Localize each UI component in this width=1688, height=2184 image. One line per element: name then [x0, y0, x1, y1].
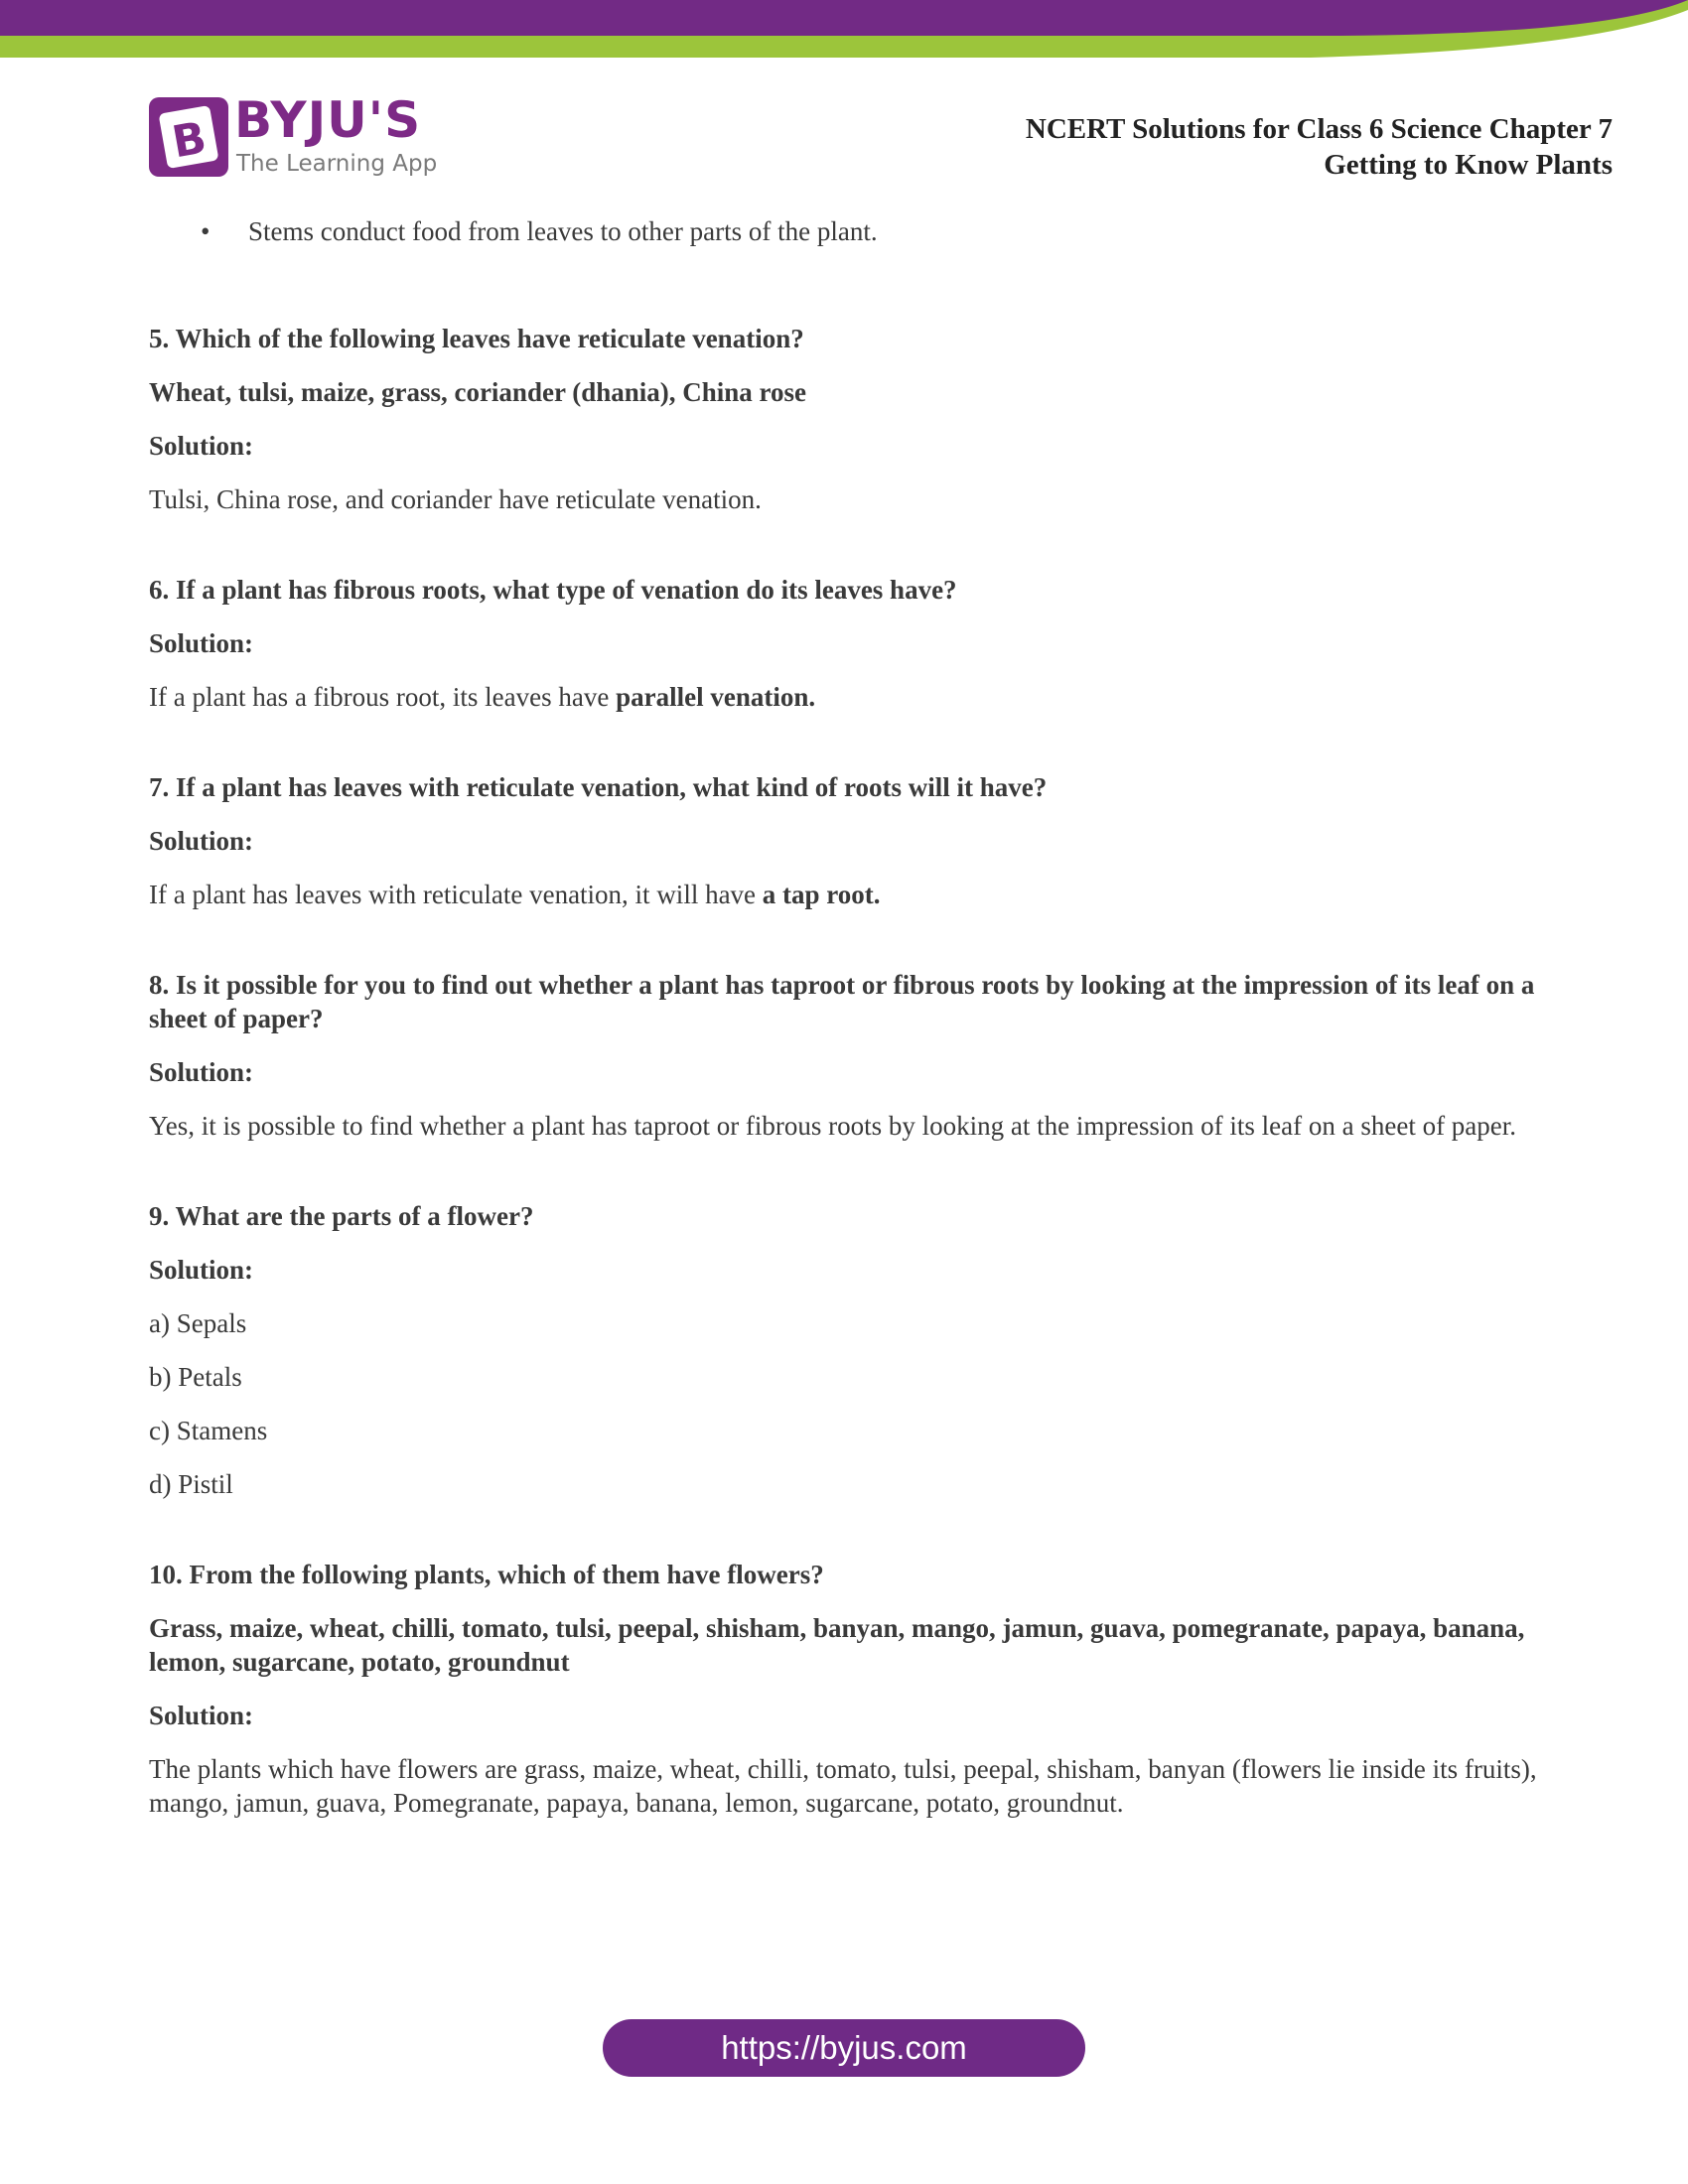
- bullet-icon: •: [201, 216, 211, 246]
- flower-part-item: c) Stamens: [149, 1416, 268, 1445]
- svg-text:B: B: [168, 112, 211, 169]
- logo-wordmark: BYJU'S: [234, 91, 422, 149]
- answer-7-text: If a plant has leaves with reticulate venation, it will have: [149, 880, 763, 909]
- flower-part-item: b) Petals: [149, 1362, 242, 1392]
- solution-label: Solution:: [149, 628, 254, 658]
- header-line-2: Getting to Know Plants: [1324, 149, 1613, 181]
- answer-6: [149, 680, 1539, 714]
- solution-label: Solution:: [149, 431, 254, 461]
- page-header-title: [1026, 111, 1613, 183]
- question-9: 9. What are the parts of a flower?: [149, 1201, 534, 1231]
- answer-6-emphasis: parallel venation.: [616, 682, 816, 712]
- answer-10: The plants which have flowers are grass, maize, wheat, chilli, tomato, tulsi, peepal, shisham, banyan (flowers lie inside its fruits), mango, jamun, guava, Pomegranate, papaya, banana, lemon, sugarcane, potato, groundnut.: [149, 1754, 1537, 1818]
- question-7: 7. If a plant has leaves with reticulate venation, what kind of roots will it have?: [149, 772, 1048, 802]
- question-5-options: Wheat, tulsi, maize, grass, coriander (dhania), China rose: [149, 377, 807, 407]
- bullet-text: Stems conduct food from leaves to other parts of the plant.: [248, 216, 878, 246]
- answer-5: Tulsi, China rose, and coriander have reticulate venation.: [149, 484, 762, 514]
- flower-part-item: a) Sepals: [149, 1308, 247, 1338]
- flower-part-item: d) Pistil: [149, 1469, 233, 1499]
- answer-7-emphasis: a tap root.: [762, 880, 881, 909]
- question-10: 10. From the following plants, which of them have flowers?: [149, 1560, 824, 1589]
- answer-6-text: If a plant has a fibrous root, its leaves have: [149, 682, 617, 712]
- logo-tagline: The Learning App: [236, 151, 438, 177]
- question-6: 6. If a plant has fibrous roots, what type of venation do its leaves have?: [149, 575, 957, 605]
- solution-label: Solution:: [149, 1701, 254, 1730]
- question-10-options: Grass, maize, wheat, chilli, tomato, tulsi, peepal, shisham, banyan, mango, jamun, guava, pomegranate, papaya, banana, lemon, sugarcane, potato, groundnut: [149, 1613, 1525, 1677]
- top-banner: [0, 0, 1688, 64]
- document-body: [149, 210, 1539, 1820]
- solution-label: Solution:: [149, 1255, 254, 1285]
- logo-mark: [149, 97, 228, 177]
- question-5: 5. Which of the following leaves have reticulate venation?: [149, 324, 804, 353]
- answer-8: Yes, it is possible to find whether a plant has taproot or fibrous roots by looking at the impression of its leaf on a sheet of paper.: [149, 1111, 1517, 1141]
- answer-7: [149, 878, 1539, 911]
- bullet-item: [149, 210, 1539, 252]
- solution-label: Solution:: [149, 826, 254, 856]
- byjus-logo[interactable]: [149, 91, 438, 181]
- solution-label: Solution:: [149, 1057, 254, 1087]
- header-line-1: NCERT Solutions for Class 6 Science Chapter 7: [1025, 113, 1613, 145]
- footer-url-link[interactable]: https://byjus.com: [603, 2019, 1085, 2077]
- question-8: 8. Is it possible for you to find out whether a plant has taproot or fibrous roots by looking at the impression of its leaf on a sheet of paper?: [149, 970, 1535, 1033]
